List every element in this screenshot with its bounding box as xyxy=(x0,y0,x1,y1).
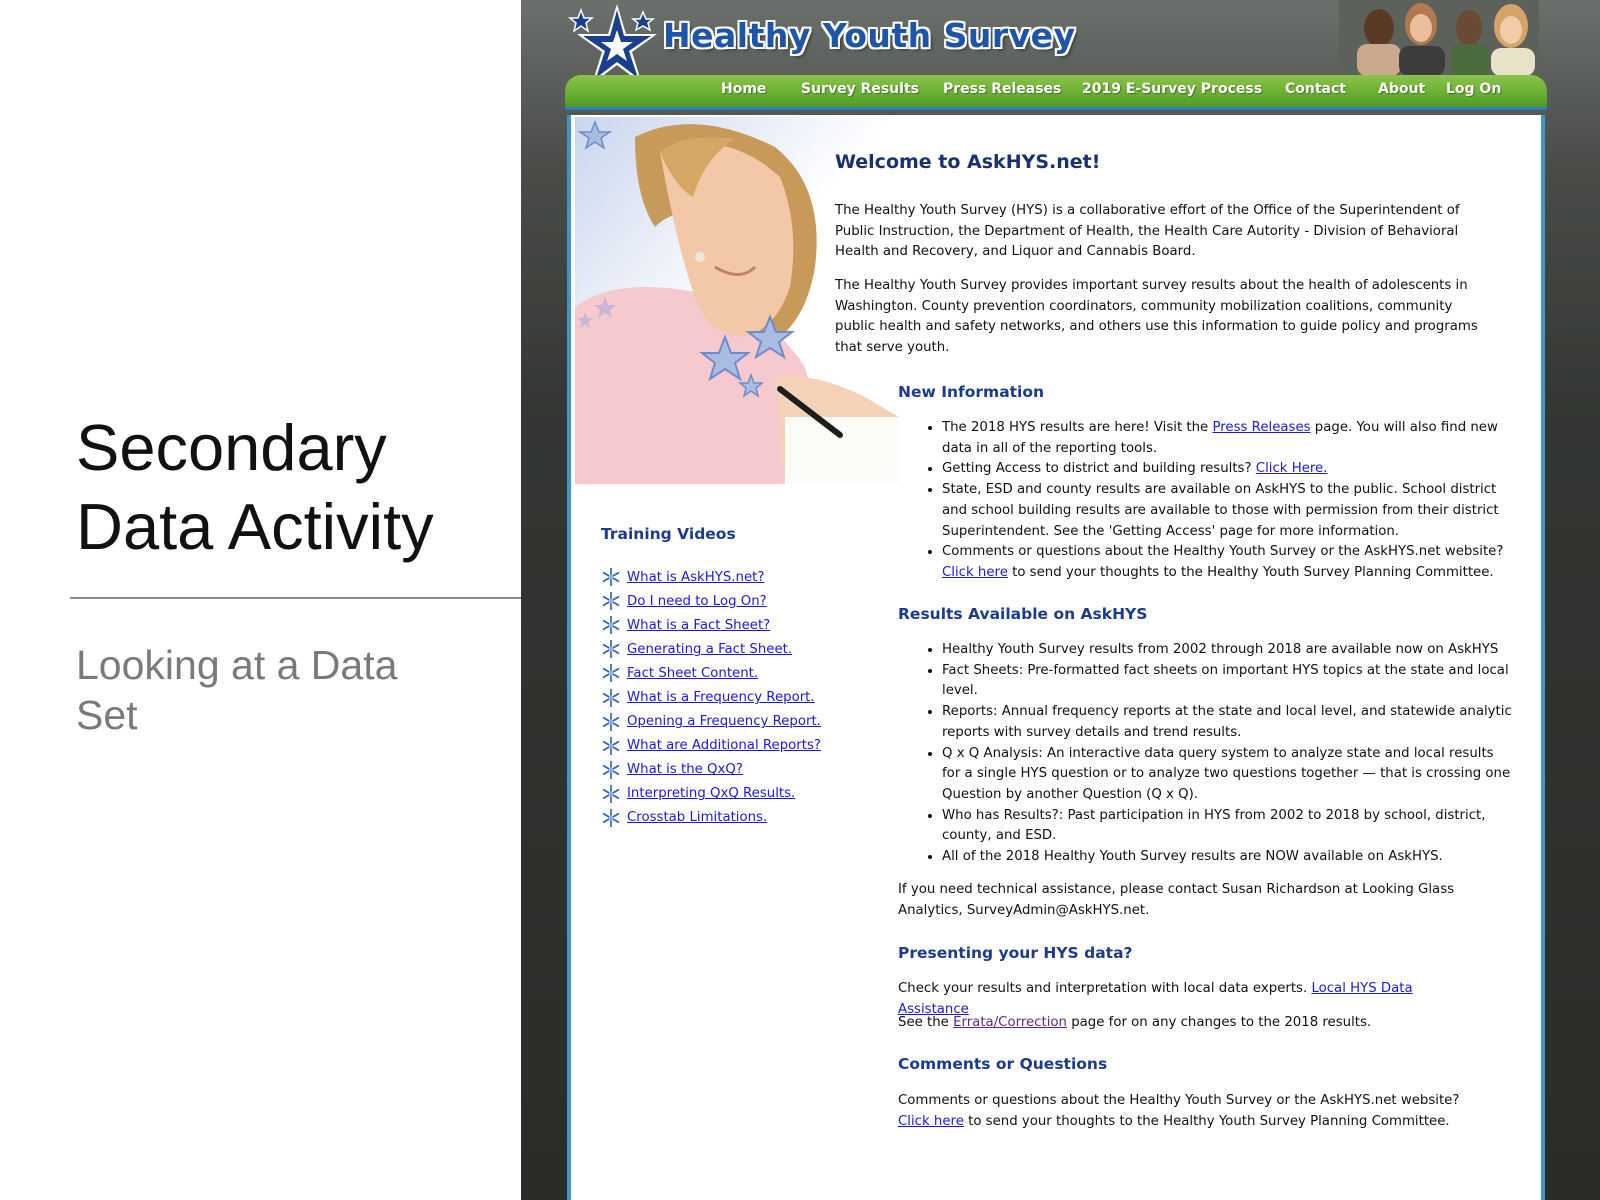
new-information-list xyxy=(898,418,1512,584)
errata-correction-link[interactable]: Errata/Correction xyxy=(953,1015,1067,1030)
new-information-heading: New Information xyxy=(898,383,1045,401)
errata-text: See the xyxy=(898,1015,954,1030)
video-list-item xyxy=(601,758,821,782)
snowflake-icon xyxy=(601,736,621,756)
slide-subtitle-line-1: Looking at a Data xyxy=(76,642,398,688)
snowflake-icon xyxy=(601,591,621,611)
site-title: Healthy Youth Survey xyxy=(663,16,1076,55)
nav-log-on[interactable]: Log On xyxy=(1446,81,1502,97)
snowflake-icon xyxy=(601,663,621,683)
video-list-item xyxy=(601,589,821,613)
slide-title xyxy=(76,408,496,566)
comments-text: Comments or questions about the Healthy Youth Survey or the AskHYS.net website? xyxy=(898,1093,1460,1108)
nav-2019-e-survey-process[interactable]: 2019 E-Survey Process xyxy=(1082,81,1263,97)
site-header xyxy=(521,0,1600,112)
list-item: • Reports: Annual frequency reports at the state and local level, and statewide analytic reports with survey details and trend results. xyxy=(942,702,1512,743)
website-screenshot xyxy=(521,0,1600,1200)
video-link-interpreting-qxq[interactable]: Interpreting QxQ Results. xyxy=(627,786,796,802)
video-list-item xyxy=(601,661,821,685)
list-item xyxy=(942,459,1512,480)
training-videos-list xyxy=(601,565,821,830)
video-list-item xyxy=(601,565,821,589)
results-available-heading: Results Available on AskHYS xyxy=(898,605,1148,623)
list-item: • Healthy Youth Survey results from 2002 through 2018 are available now on AskHYS xyxy=(942,640,1512,661)
nav-press-releases[interactable]: Press Releases xyxy=(943,81,1062,97)
video-link-what-is-askhys[interactable]: What is AskHYS.net? xyxy=(627,569,765,585)
bullet-text: Comments or questions about the Healthy Youth Survey or the AskHYS.net website? xyxy=(942,544,1504,560)
errata-text: page for on any changes to the 2018 results. xyxy=(1066,1015,1372,1030)
comments-paragraph xyxy=(898,1091,1478,1132)
video-list-item xyxy=(601,685,821,709)
video-list-item xyxy=(601,734,821,758)
bullet-text: page. You will also find new data in all of the reporting tools. xyxy=(942,420,1498,456)
teen-group-photo xyxy=(1339,0,1539,76)
snowflake-icon xyxy=(601,808,621,828)
video-link-generating-fact-sheet[interactable]: Generating a Fact Sheet. xyxy=(627,641,793,657)
nav-home[interactable]: Home xyxy=(721,81,767,97)
video-link-fact-sheet-content[interactable]: Fact Sheet Content. xyxy=(627,665,759,681)
slide-subtitle xyxy=(76,640,476,740)
bullet-text: The 2018 HYS results are here! Visit the xyxy=(942,420,1213,435)
snowflake-icon xyxy=(601,688,621,708)
getting-access-link[interactable]: Click Here. xyxy=(1255,461,1328,477)
snowflake-icon xyxy=(601,784,621,804)
video-link-what-is-qxq[interactable]: What is the QxQ? xyxy=(627,762,743,778)
video-link-additional-reports[interactable]: What are Additional Reports? xyxy=(627,738,821,754)
nav-contact[interactable]: Contact xyxy=(1285,81,1346,97)
list-item: • Who has Results?: Past participation in HYS from 2002 to 2018 by school, district, county, and ESD. xyxy=(942,806,1512,847)
intro-paragraph-2: The Healthy Youth Survey provides important survey results about the health of adolescents in Washington. County prevention coordinators, community mobilization coalitions, community public health and safety networks, and others use this information to guide policy and programs that serve youth. xyxy=(835,278,1478,356)
snowflake-icon xyxy=(601,567,621,587)
video-link-what-is-fact-sheet[interactable]: What is a Fact Sheet? xyxy=(627,617,771,633)
nav-about[interactable]: About xyxy=(1378,81,1426,97)
nav-bar xyxy=(565,75,1547,110)
technical-assistance-text: If you need technical assistance, please contact Susan Richardson at Looking Glass Analytics, SurveyAdmin@AskHYS.net. xyxy=(898,882,1455,918)
video-list-item xyxy=(601,710,821,734)
presenting-text: Check your results and interpretation with local data experts. xyxy=(898,981,1312,996)
nav-survey-results[interactable]: Survey Results xyxy=(801,81,919,97)
video-link-log-on[interactable]: Do I need to Log On? xyxy=(627,593,767,609)
snowflake-icon xyxy=(601,760,621,780)
video-list-item xyxy=(601,637,821,661)
snowflake-icon xyxy=(601,615,621,635)
bullet-text: to send your thoughts to the Healthy Youth Survey Planning Committee. xyxy=(1007,564,1494,580)
slide-divider xyxy=(70,597,522,599)
comments-text: to send your thoughts to the Healthy Youth Survey Planning Committee. xyxy=(963,1113,1450,1129)
presenting-heading: Presenting your HYS data? xyxy=(898,944,1133,962)
list-item: • State, ESD and county results are available on AskHYS to the public. School district and school building results are available to those with permission from their district Superintendent. See the 'Getting Access' page for more information. xyxy=(942,480,1512,542)
list-item: • All of the 2018 Healthy Youth Survey results are NOW available on AskHYS. xyxy=(942,847,1512,868)
content-panel xyxy=(567,115,1545,1200)
list-item xyxy=(942,418,1512,459)
video-link-opening-frequency-report[interactable]: Opening a Frequency Report. xyxy=(627,714,821,730)
results-available-list xyxy=(898,640,1512,868)
video-link-what-is-frequency-report[interactable]: What is a Frequency Report. xyxy=(627,690,815,706)
snowflake-icon xyxy=(601,712,621,732)
errata-paragraph xyxy=(898,1013,1478,1034)
snowflake-icon xyxy=(601,639,621,659)
video-list-item xyxy=(601,806,821,830)
slide-title-line-1: Secondary xyxy=(76,411,387,484)
list-item: • Fact Sheets: Pre-formatted fact sheets on important HYS topics at the state and local level. xyxy=(942,661,1512,702)
comments-click-here-link[interactable]: Click here xyxy=(942,564,1008,580)
comments-heading: Comments or Questions xyxy=(898,1055,1108,1073)
video-list-item xyxy=(601,782,821,806)
intro-paragraph-1: The Healthy Youth Survey (HYS) is a collaborative effort of the Office of the Superintendent of Public Instruction, the Department of Health, the Health Care Autority - Division of Behavioral Health and Recovery, and Liquor and Cannabis Board. xyxy=(835,203,1460,260)
list-item: • Q x Q Analysis: An interactive data query system to analyze state and local results for a single HYS question or to analyze two questions together — that is crossing one Question by another Question (Q x Q). xyxy=(942,744,1512,806)
slide-title-line-2: Data Activity xyxy=(76,490,434,563)
bullet-text: Getting Access to district and building results? xyxy=(942,461,1256,477)
slide-subtitle-line-2: Set xyxy=(76,692,138,738)
training-videos-heading: Training Videos xyxy=(601,525,736,543)
video-list-item xyxy=(601,613,821,637)
press-releases-link[interactable]: Press Releases xyxy=(1212,420,1311,435)
local-data-assistance-link[interactable]: Local HYS Data Assistance xyxy=(898,981,1413,1017)
video-link-crosstab-limitations[interactable]: Crosstab Limitations. xyxy=(627,810,768,826)
list-item xyxy=(942,542,1512,583)
welcome-heading: Welcome to AskHYS.net! xyxy=(835,151,1101,173)
comments-bottom-click-here-link[interactable]: Click here xyxy=(898,1113,964,1129)
